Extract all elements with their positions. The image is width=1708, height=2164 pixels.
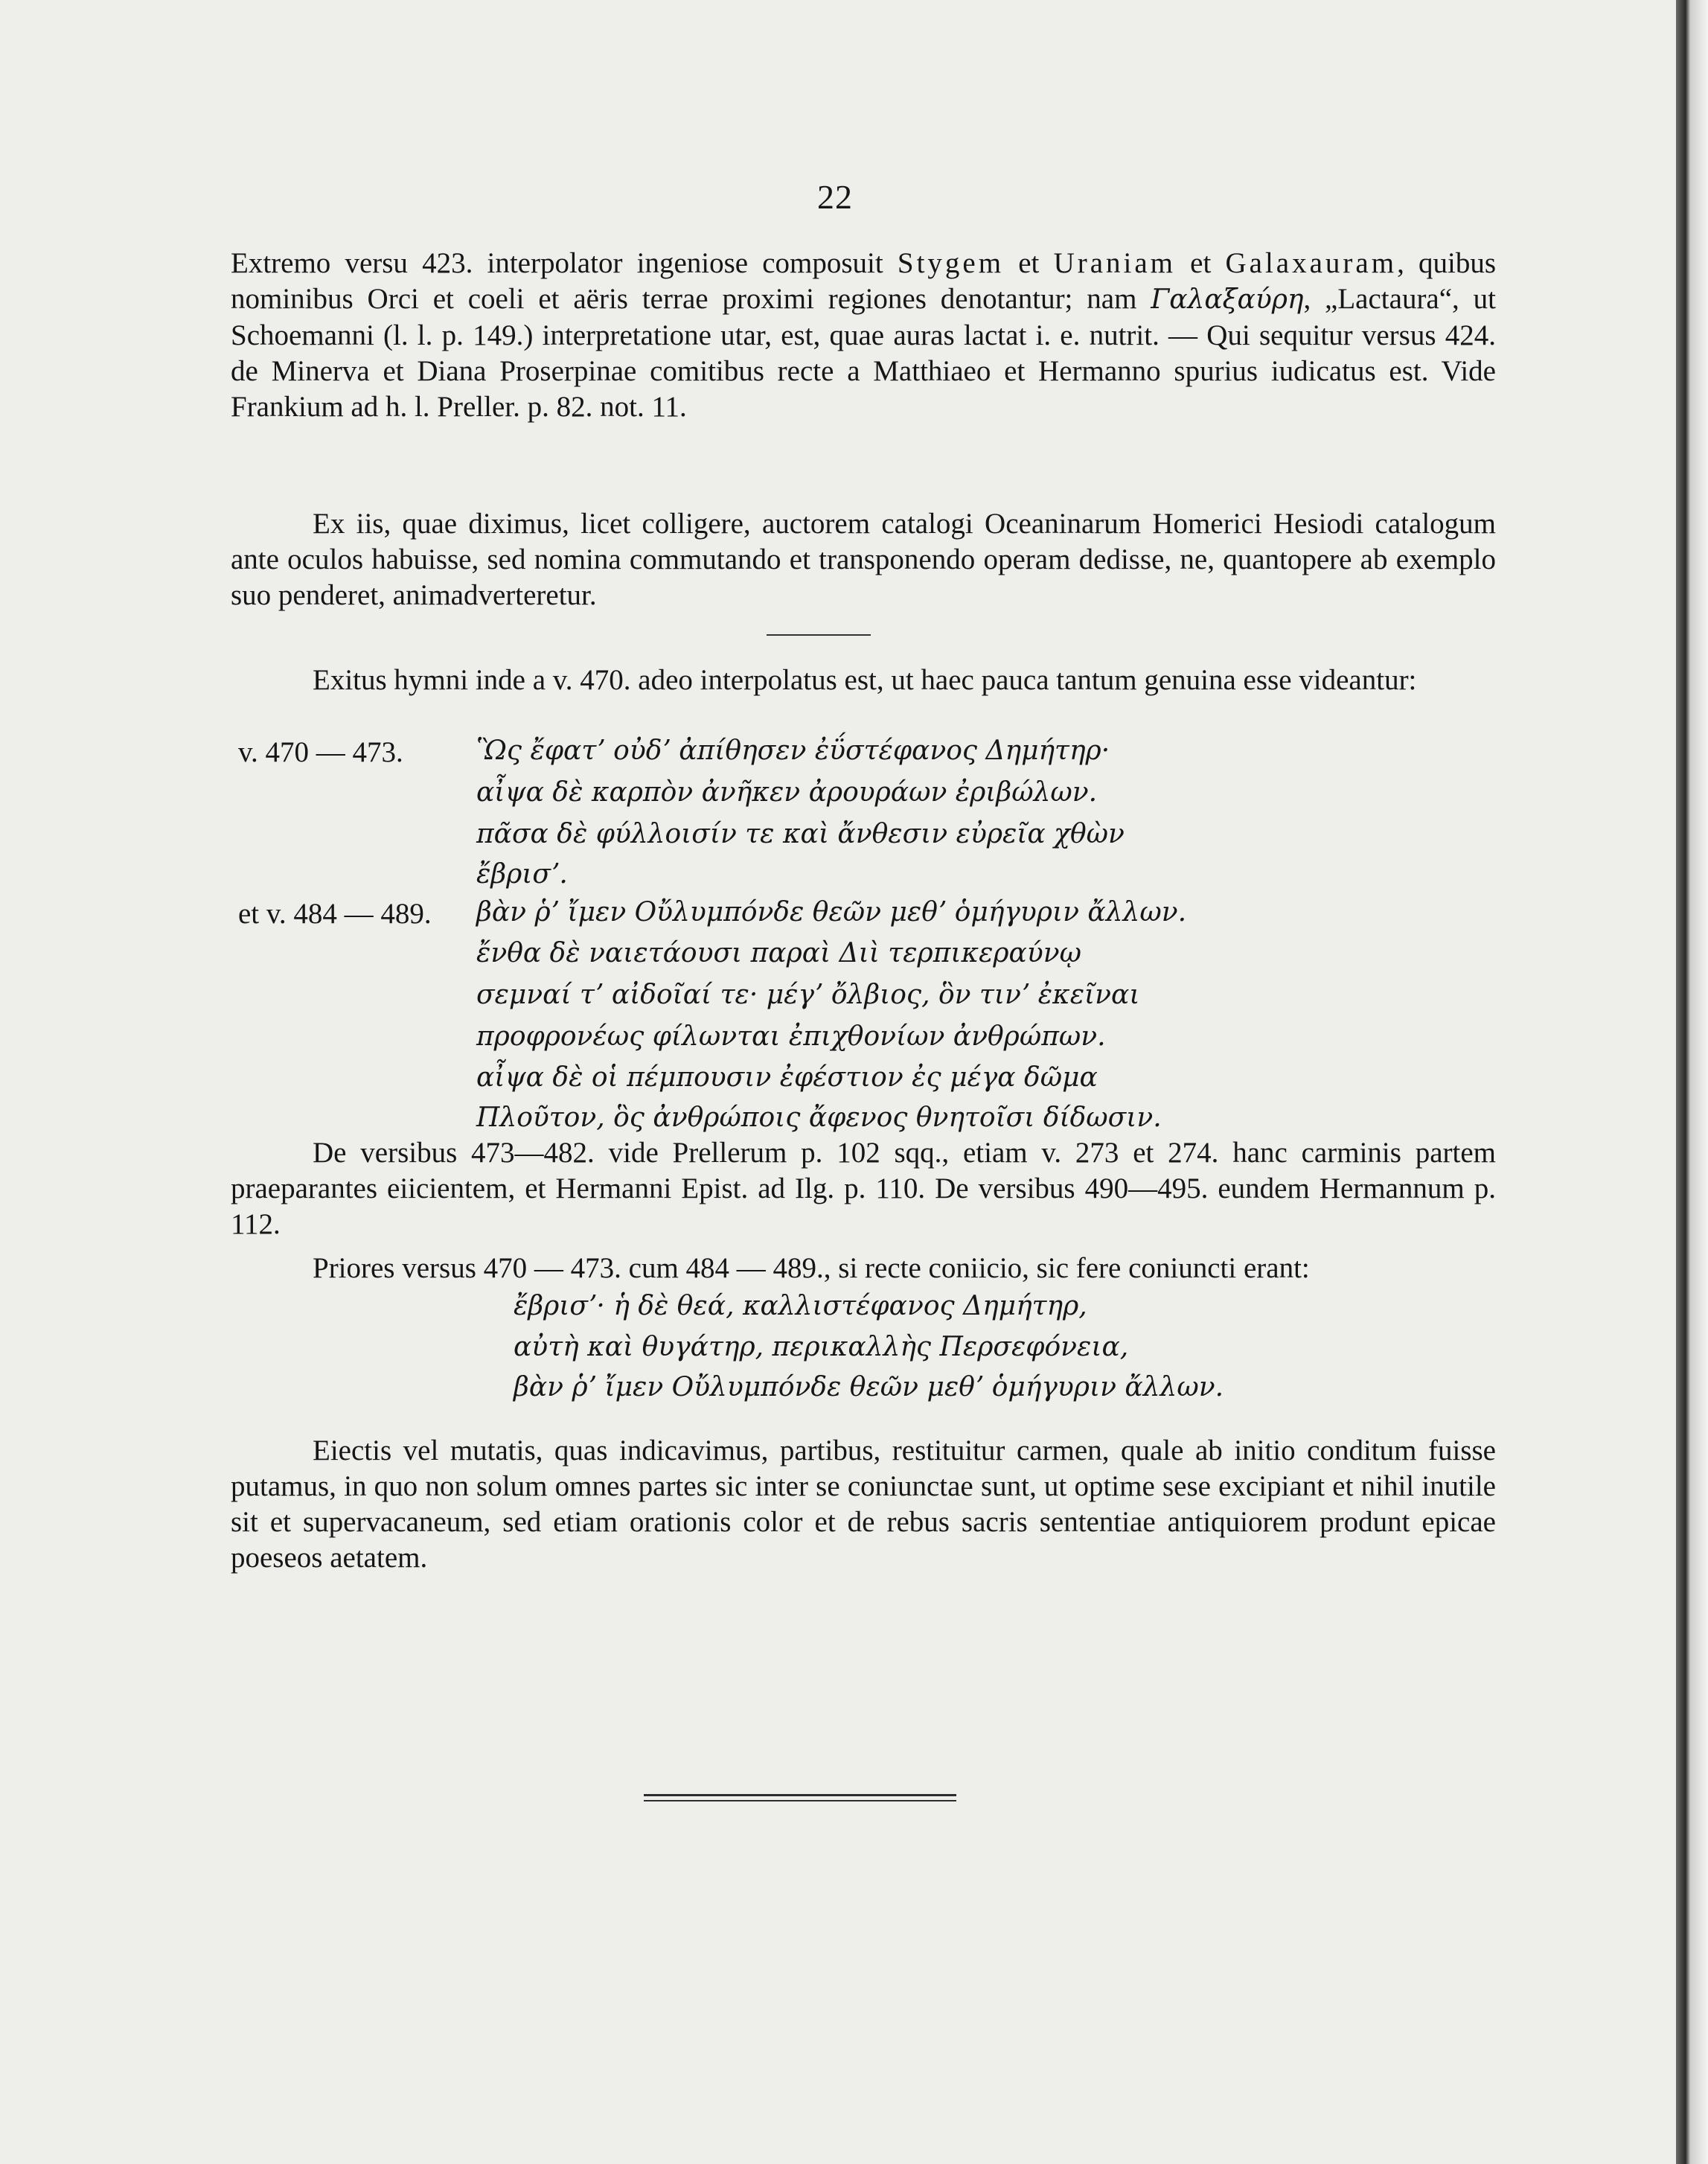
page-number: 22: [817, 178, 853, 216]
greek-galaxaure: Γαλαξαύρη: [1151, 284, 1304, 315]
greek-line: ἔβρισʼ· ἡ δὲ θεά, καλλιστέφανος Δημήτηρ,: [514, 1291, 1087, 1321]
para2-text: Ex iis, quae diximus, licet colligere, auctorem catalogi Oceaninarum Homerici Hesiodi catalogum ante oculos habuisse, sed nomina commutando et transponendo operam dedisse, ne, quantopere ab exemplo suo penderet, animadverteretur.: [231, 508, 1496, 611]
verse-label-470-473: v. 470 — 473.: [238, 736, 403, 768]
galaxauram-term: Galaxauram: [1225, 247, 1398, 279]
greek-line: αἶψα δὲ οἱ πέμπουσιν ἐφέστιον ἐς μέγα δῶμα: [476, 1062, 1098, 1093]
greek-line: Πλοῦτον, ὃς ἀνθρώποις ἄφενος θνητοῖσι δίδωσιν.: [476, 1102, 1162, 1133]
greek-line: προφρονέως φίλωνται ἐπιχθονίων ἀνθρώπων.: [476, 1021, 1106, 1052]
para1-text-c: et: [1176, 247, 1226, 279]
paragraph-5: [231, 1251, 1496, 1286]
book-spine-edge: [1676, 0, 1708, 2164]
para6-text: Eiectis vel mutatis, quas indicavimus, partibus, restituitur carmen, quale ab initio conditum fuisse putamus, in quo non solum omnes partes sic inter se coniunctae sunt, ut optime sese excipiant et nihil inutile sit et supervacaneum, sed etiam orationis color et de rebus sacris sententiae antiquiorem produnt epicae poeseos aetatem.: [231, 1434, 1496, 1574]
end-rule-top: [644, 1794, 956, 1796]
greek-line: αἶψα δὲ καρπὸν ἀνῆκεν ἀρουράων ἐριβώλων.: [476, 777, 1098, 808]
para1-text-b: et: [1004, 247, 1054, 279]
greek-line: ἔνθα δὲ ναιετάουσι παραὶ Διὶ τερπικεραύνῳ: [476, 938, 1081, 968]
para1-text-e: , „Lactaura“, ut Schoemanni (l. l. p. 149.) interpretatione utar, est, quae auras lactat i. e. nutrit. — Qui sequitur versus 424. de Minerva et Diana Proserpinae comitibus recte a Matthiaeo et Hermanno spurius iudicatus est. Vide Frankium ad h. l. Preller. p. 82. not. 11.: [231, 283, 1497, 423]
para3-text: Exitus hymni inde a v. 470. adeo interpolatus est, ut haec pauca tantum genuina esse videantur:: [313, 664, 1417, 696]
para4-text: De versibus 473—482. vide Prellerum p. 102 sqq., etiam v. 273 et 274. hanc carminis partem praeparantes eiicientem, et Hermanni Epist. ad Ilg. p. 110. De versibus 490—495. eundem Hermannum p. 112.: [231, 1137, 1496, 1240]
stygem-term: Stygem: [897, 247, 1005, 279]
paragraph-2: [231, 506, 1496, 613]
greek-line: αὐτὴ καὶ θυγάτηρ, περικαλλὴς Περσεφόνεια,: [514, 1332, 1129, 1362]
uraniam-term: Uraniam: [1053, 247, 1177, 279]
paragraph-3: [231, 663, 1496, 698]
end-rule-bottom: [644, 1800, 956, 1801]
verse-label-484-489: et v. 484 — 489.: [238, 898, 432, 930]
para1-text-d: , quibus nominibus Orci et coeli et aëris terrae proximi regiones denotantur; nam: [231, 247, 1497, 315]
paragraph-4: [231, 1135, 1496, 1242]
section-separator: [767, 634, 871, 636]
para1-text-a: Extremo versu 423. interpolator ingeniose composuit: [231, 247, 898, 279]
greek-line: σεμναί τʼ αἰδοῖαί τε· μέγʼ ὄλβιος, ὃν τινʼ ἐκεῖναι: [476, 980, 1140, 1010]
paragraph-6: [231, 1433, 1496, 1576]
greek-line: Ὣς ἔφατʼ οὐδʼ ἀπίθησεν ἐΰστέφανος Δημήτηρ·: [476, 735, 1110, 766]
greek-line: βὰν ῥʼ ἴμεν Οὔλυμπόνδε θεῶν μεθʼ ὁμήγυριν ἄλλων.: [476, 897, 1187, 928]
paragraph-1: [231, 246, 1496, 425]
para5-text: Priores versus 470 — 473. cum 484 — 489., si recte coniicio, sic fere coniuncti erant:: [313, 1252, 1310, 1284]
greek-line: πᾶσα δὲ φύλλοισίν τε καὶ ἄνθεσιν εὐρεῖα χθὼν: [476, 819, 1125, 849]
greek-line: βὰν ῥʼ ἴμεν Οὔλυμπόνδε θεῶν μεθʼ ὁμήγυριν ἄλλων.: [514, 1372, 1224, 1402]
greek-line: ἔβρισʼ.: [476, 859, 568, 890]
